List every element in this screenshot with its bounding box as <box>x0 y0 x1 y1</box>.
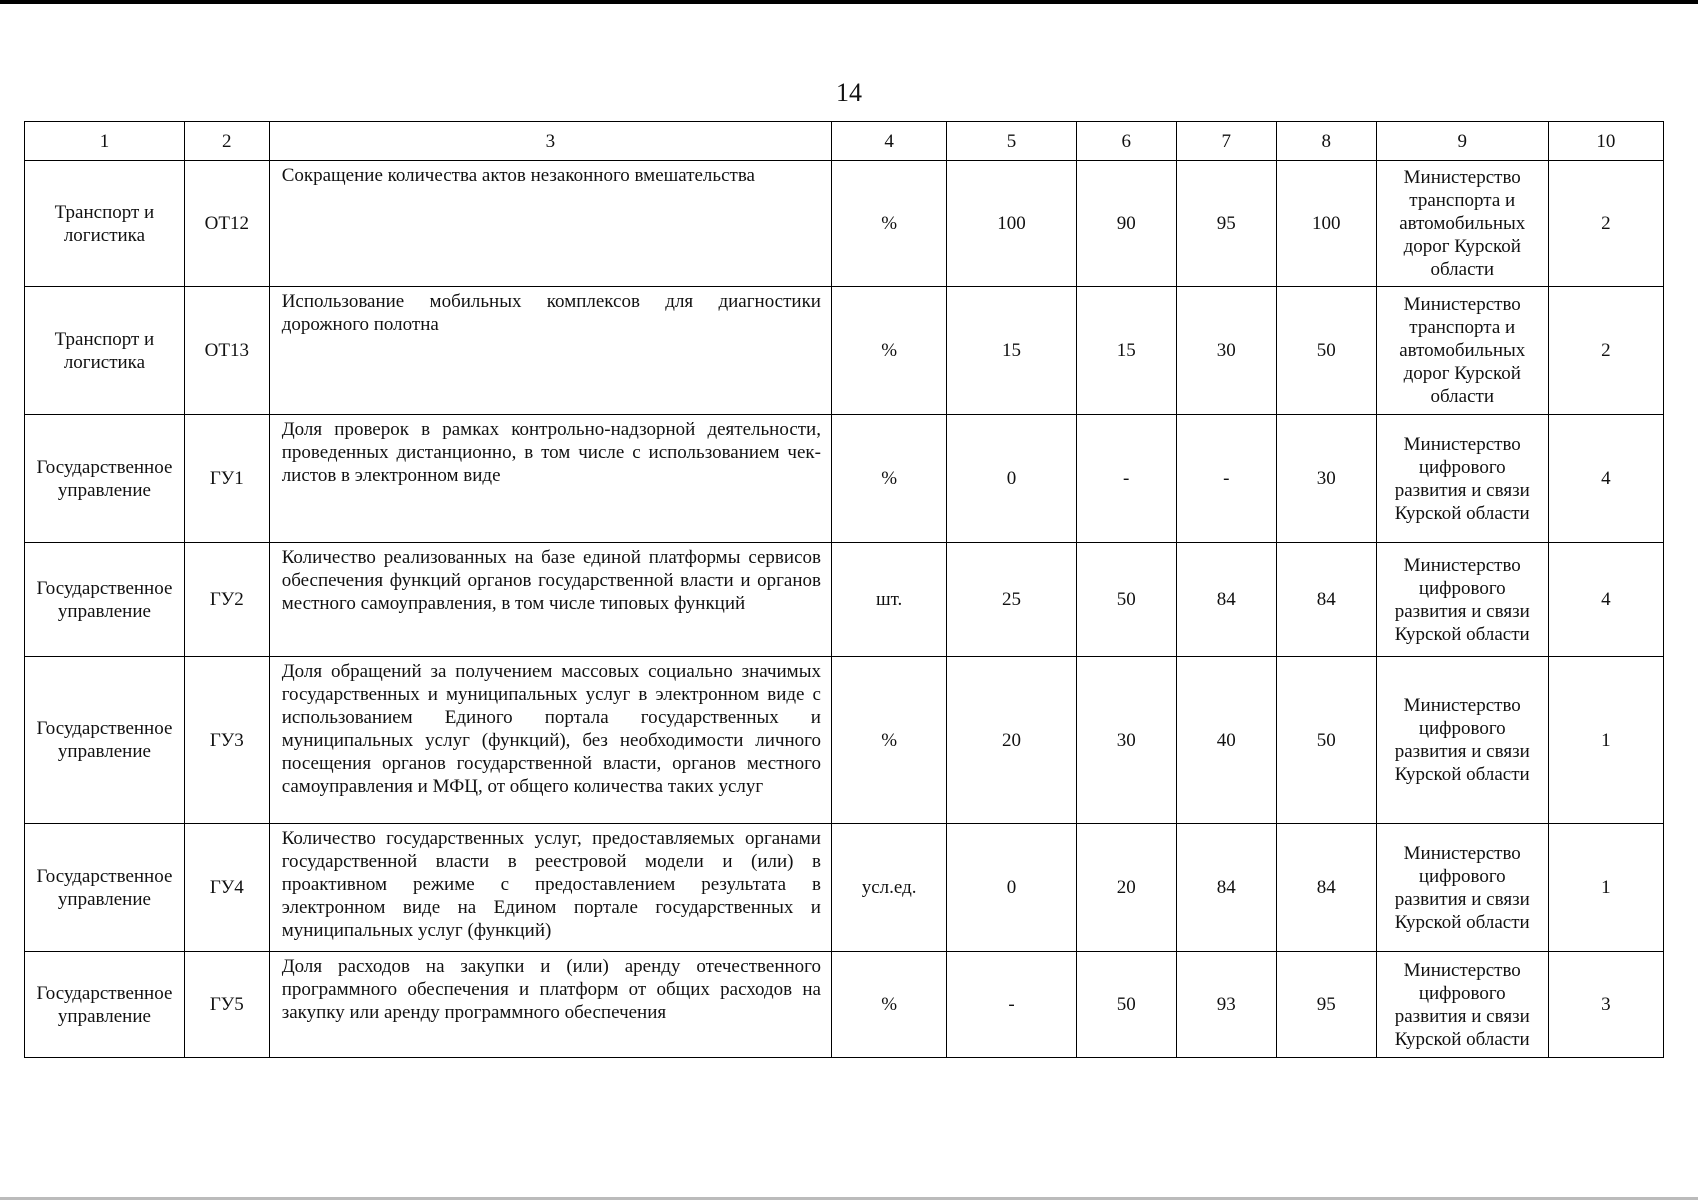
value-cell: 84 <box>1176 543 1276 657</box>
unit-cell: % <box>831 287 946 415</box>
header-cell: 8 <box>1276 122 1376 161</box>
value-cell: 2 <box>1548 287 1663 415</box>
description-cell: Доля обращений за получением массовых социально значимых государственных и муниципальных услуг в электронном виде с использованием Единого портала государственных и муниципальных услуг (функций), без необходимости личного посещения органов государственной власти, органов местного самоуправления и МФЦ, от общего количества таких услуг <box>269 657 831 824</box>
indicators-table <box>24 121 1664 1058</box>
value-cell: 3 <box>1548 952 1663 1058</box>
ministry-cell: Министерство цифрового развития и связи Курской области <box>1376 415 1548 543</box>
header-cell: 5 <box>947 122 1076 161</box>
value-cell: 93 <box>1176 952 1276 1058</box>
value-cell: 50 <box>1276 657 1376 824</box>
unit-cell: % <box>831 415 946 543</box>
value-cell: - <box>947 952 1076 1058</box>
header-cell: 9 <box>1376 122 1548 161</box>
description-cell: Сокращение количества актов незаконного вмешательства <box>269 161 831 287</box>
value-cell: 95 <box>1276 952 1376 1058</box>
header-cell: 2 <box>184 122 269 161</box>
header-cell: 4 <box>831 122 946 161</box>
value-cell: 84 <box>1276 543 1376 657</box>
value-cell: - <box>1176 415 1276 543</box>
sector-cell: Государственное управление <box>25 824 185 952</box>
ministry-cell: Министерство цифрового развития и связи Курской области <box>1376 657 1548 824</box>
description-cell: Доля расходов на закупки и (или) аренду отечественного программного обеспечения и платформ от общих расходов на закупку или аренду программного обеспечения <box>269 952 831 1058</box>
value-cell: 50 <box>1076 952 1176 1058</box>
sector-cell: Государственное управление <box>25 952 185 1058</box>
sector-cell: Транспорт и логистика <box>25 287 185 415</box>
value-cell: 20 <box>1076 824 1176 952</box>
unit-cell: % <box>831 161 946 287</box>
table-row <box>25 543 1664 657</box>
value-cell: 30 <box>1176 287 1276 415</box>
unit-cell: % <box>831 952 946 1058</box>
header-row <box>25 122 1664 161</box>
value-cell: 15 <box>1076 287 1176 415</box>
table-row <box>25 824 1664 952</box>
value-cell: 25 <box>947 543 1076 657</box>
table-row <box>25 415 1664 543</box>
code-cell: ОТ13 <box>184 287 269 415</box>
value-cell: 4 <box>1548 543 1663 657</box>
code-cell: ОТ12 <box>184 161 269 287</box>
header-cell: 10 <box>1548 122 1663 161</box>
code-cell: ГУ1 <box>184 415 269 543</box>
scan-top-border <box>0 0 1698 4</box>
value-cell: - <box>1076 415 1176 543</box>
table-row <box>25 952 1664 1058</box>
value-cell: 2 <box>1548 161 1663 287</box>
value-cell: 84 <box>1176 824 1276 952</box>
page-number: 14 <box>836 78 862 107</box>
ministry-cell: Министерство цифрового развития и связи Курской области <box>1376 824 1548 952</box>
value-cell: 1 <box>1548 657 1663 824</box>
description-cell: Количество реализованных на базе единой платформы сервисов обеспечения функций органов государственной власти и органов местного самоуправления, в том числе типовых функций <box>269 543 831 657</box>
value-cell: 90 <box>1076 161 1176 287</box>
value-cell: 100 <box>947 161 1076 287</box>
sector-cell: Транспорт и логистика <box>25 161 185 287</box>
ministry-cell: Министерство цифрового развития и связи Курской области <box>1376 952 1548 1058</box>
value-cell: 84 <box>1276 824 1376 952</box>
code-cell: ГУ5 <box>184 952 269 1058</box>
value-cell: 30 <box>1276 415 1376 543</box>
value-cell: 0 <box>947 415 1076 543</box>
code-cell: ГУ2 <box>184 543 269 657</box>
description-cell: Использование мобильных комплексов для диагностики дорожного полотна <box>269 287 831 415</box>
description-cell: Доля проверок в рамках контрольно-надзорной деятельности, проведенных дистанционно, в том числе с использованием чек-листов в электронном виде <box>269 415 831 543</box>
header-cell: 1 <box>25 122 185 161</box>
value-cell: 50 <box>1276 287 1376 415</box>
header-cell: 6 <box>1076 122 1176 161</box>
code-cell: ГУ3 <box>184 657 269 824</box>
code-cell: ГУ4 <box>184 824 269 952</box>
unit-cell: усл.ед. <box>831 824 946 952</box>
unit-cell: % <box>831 657 946 824</box>
sector-cell: Государственное управление <box>25 415 185 543</box>
value-cell: 50 <box>1076 543 1176 657</box>
ministry-cell: Министерство транспорта и автомобильных дорог Курской области <box>1376 161 1548 287</box>
value-cell: 20 <box>947 657 1076 824</box>
table-row <box>25 657 1664 824</box>
ministry-cell: Министерство цифрового развития и связи Курской области <box>1376 543 1548 657</box>
value-cell: 15 <box>947 287 1076 415</box>
sector-cell: Государственное управление <box>25 543 185 657</box>
value-cell: 40 <box>1176 657 1276 824</box>
ministry-cell: Министерство транспорта и автомобильных дорог Курской области <box>1376 287 1548 415</box>
value-cell: 100 <box>1276 161 1376 287</box>
header-cell: 7 <box>1176 122 1276 161</box>
table-row <box>25 287 1664 415</box>
header-cell: 3 <box>269 122 831 161</box>
value-cell: 0 <box>947 824 1076 952</box>
description-cell: Количество государственных услуг, предоставляемых органами государственной власти в реестровой модели и (или) в проактивном режиме с предоставлением результата в электронном виде на Едином портале государственных и муниципальных услуг (функций) <box>269 824 831 952</box>
unit-cell: шт. <box>831 543 946 657</box>
value-cell: 1 <box>1548 824 1663 952</box>
value-cell: 4 <box>1548 415 1663 543</box>
sector-cell: Государственное управление <box>25 657 185 824</box>
value-cell: 95 <box>1176 161 1276 287</box>
table-row <box>25 161 1664 287</box>
value-cell: 30 <box>1076 657 1176 824</box>
